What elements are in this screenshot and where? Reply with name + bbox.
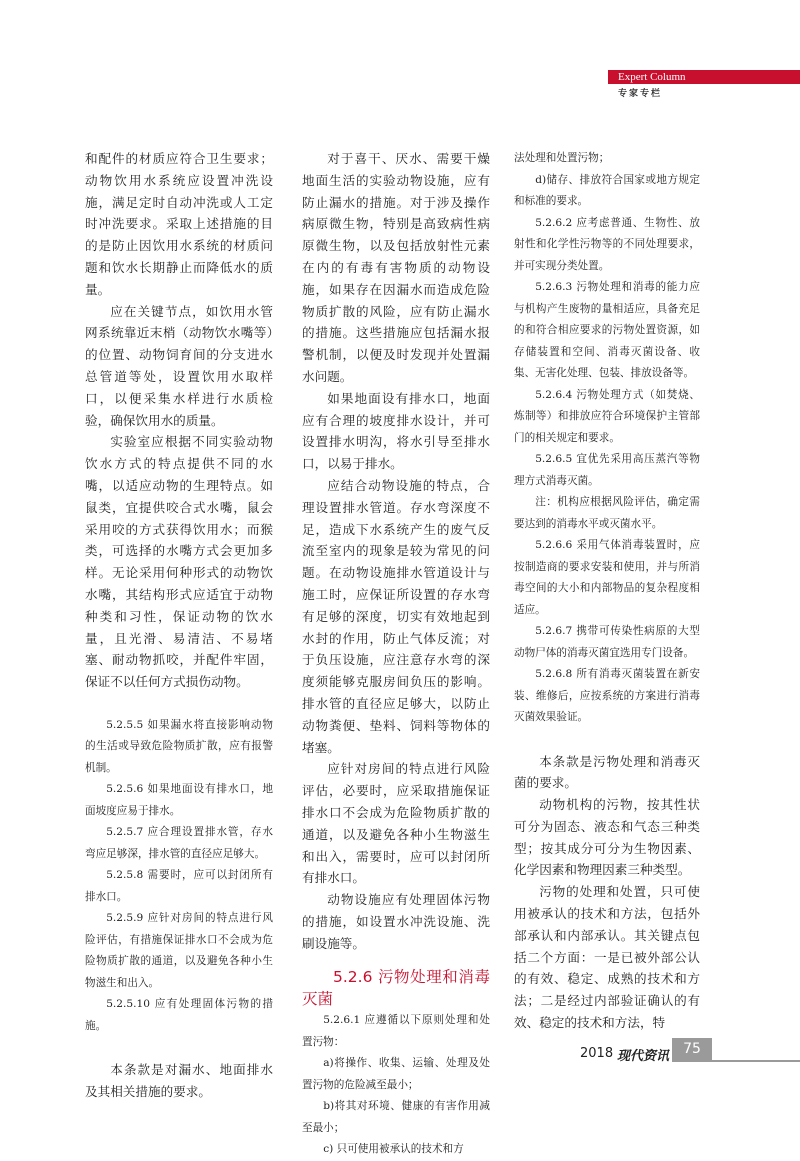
rule-item: d)储存、排放符合国家或地方规定和标准的要求。: [514, 173, 700, 207]
paragraph: 本条款是污物处理和消毒灭菌的要求。: [514, 753, 700, 791]
note: 注：机构应根据风险评估，确定需要达到的消毒水平或灭菌水平。: [514, 496, 700, 530]
paragraph: 实验室应根据不同实验动物饮水方式的特点提供不同的水嘴，以适应动物的生理特点。如鼠类，宜提供咬合式水嘴，鼠会采用咬的方式获得饮用水；而猴类，可选择的水嘴方式会更加多样。无论采用何种形式的动物饮水嘴，其结构形式应适宜于动物种类和习性，保证动物的饮水量，且光滑、易清洁、不易堵塞、耐动物抓咬，并配件牢固，保证不以任何方式损伤动物。: [85, 434, 273, 690]
text-column-1: [85, 148, 273, 1103]
rule-item: 5.2.5.10 应有处理固体污物的措施。: [85, 998, 273, 1032]
rule-item: 5.2.6.7 携带可传染性病原的大型动物尸体的消毒灭菌宜选用专门设备。: [514, 625, 700, 659]
rule-item: 5.2.6.1 应遵循以下原则处理和处置污物：: [302, 1014, 490, 1048]
paragraph: 污物的处理和处置，只可使用被承认的技术和方法，包括外部承认和内部承认。其关键点包括二个方面：一是已被外部公认的有效、稳定、成熟的技术和方法；二是经过内部验证确认的有效、稳定的技术和方法，特: [514, 884, 700, 1031]
rule-item: 5.2.6.3 污物处理和消毒的能力应与机构产生废物的量相适应，具备充足的和符合相应要求的污物处置资源，如存储装置和空间、消毒灭菌设备、收集、无害化处理、包装、排放设备等。: [514, 281, 700, 379]
rule-item: 法处理和处置污物；: [514, 152, 610, 164]
footer-rule: [672, 1060, 800, 1062]
rule-item: a)将操作、收集、运输、处理及处置污物的危险减至最小；: [302, 1057, 490, 1091]
text-column-2: [302, 148, 490, 1161]
paragraph: 动物机构的污物，按其性状可分为固态、液态和气态三种类型；按其成分可分为生物因素、化学因素和物理因素三种类型。: [514, 797, 700, 878]
rule-item: 5.2.5.6 如果地面设有排水口，地面坡度应易于排水。: [85, 783, 273, 817]
page-number: 75: [672, 1038, 712, 1060]
rule-item: 5.2.6.6 采用气体消毒装置时，应按制造商的要求安装和使用，并与所消毒空间的大小和内部物品的复杂程度相适应。: [514, 539, 700, 616]
paragraph: 应针对房间的特点进行风险评估，必要时，应采取措施保证排水口不会成为危险物质扩散的通道，以及避免各种小生物滋生和出入，需要时，应可以封闭所有排水口。: [302, 761, 490, 886]
rule-item: 5.2.6.2 应考虑普通、生物性、放射性和化学性污物等的不同处理要求，并可实现分类处置。: [514, 216, 700, 272]
magazine-name: 现代资讯: [617, 1049, 670, 1064]
rule-item: b)将其对环境、健康的有害作用减至最小；: [302, 1100, 490, 1134]
paragraph: 和配件的材质应符合卫生要求；动物饮用水系统应设置冲洗设施，满足定时自动冲洗或人工定时冲洗要求。采取上述措施的目的是防止因饮用水系统的材质问题和饮水长期静止而降低水的质量。: [85, 151, 273, 297]
rule-item: 5.2.5.9 应针对房间的特点进行风险评估，有措施保证排水口不会成为危险物质扩散的通道，以及避免各种小生物滋生和出入。: [85, 912, 273, 989]
rule-item: 5.2.6.8 所有消毒灭菌装置在新安装、维修后，应按系统的方案进行消毒灭菌效果验证。: [514, 668, 700, 723]
text-column-3: [514, 148, 700, 1034]
rule-item: 5.2.5.8 需要时，应可以封闭所有排水口。: [85, 869, 273, 903]
paragraph: 应在关键节点，如饮用水管网系统靠近末梢（动物饮水嘴等）的位置、动物饲育间的分支进水总管道等处，设置饮用水取样口，以便采集水样进行水质检验，确保饮用水的质量。: [85, 303, 273, 428]
paragraph: 应结合动物设施的特点，合理设置排水管道。存水弯深度不足，造成下水系统产生的废气反流至室内的现象是较为常见的问题。在动物设施排水管道设计与施工时，应保证所设置的存水弯有足够的深度，切实有效地起到水封的作用，防止气体反流；对于负压设施，应注意存水弯的深度须能够克服房间负压的影响。排水管的直径应足够大，以防止动物粪便、垫料、饲料等物体的堵塞。: [302, 477, 490, 755]
rule-item: 5.2.5.5 如果漏水将直接影响动物的生活或导致危险物质扩散，应有报警机制。: [85, 718, 273, 774]
paragraph: 动物设施应有处理固体污物的措施，如设置水冲洗设施、洗刷设施等。: [302, 892, 490, 951]
paragraph: 本条款是对漏水、地面排水及其相关措施的要求。: [85, 1062, 273, 1100]
rule-item: 5.2.6.5 宜优先采用高压蒸汽等物理方式消毒灭菌。: [514, 453, 700, 487]
section-heading: 5.2.6 污物处理和消毒灭菌: [302, 968, 490, 1009]
paragraph: 对于喜干、厌水、需要干燥地面生活的实验动物设施，应有防止漏水的措施。对于涉及操作病原微生物，特别是高致病性病原微生物，以及包括放射性元素在内的有毒有害物质的动物设施，如果存在因漏水而造成危险物质扩散的风险，应有防止漏水的措施。这些措施应包括漏水报警机制，以便及时发现并处置漏水问题。: [302, 151, 490, 384]
column-title-en: Expert Column: [618, 71, 686, 83]
rule-item: 5.2.6.4 污物处理方式（如焚烧、炼制等）和排放应符合环境保护主管部门的相关规定和要求。: [514, 388, 700, 444]
issue-year: 2018: [580, 1046, 614, 1061]
rule-item: 5.2.5.7 应合理设置排水管，存水弯应足够深，排水管的直径应足够大。: [85, 826, 273, 860]
column-title-cn: 专家专栏: [618, 89, 663, 99]
rule-item: c) 只可使用被承认的技术和方: [323, 1143, 464, 1156]
paragraph: 如果地面设有排水口，地面应有合理的坡度排水设计，并可设置排水明沟，将水引导至排水口，以易于排水。: [302, 390, 490, 472]
